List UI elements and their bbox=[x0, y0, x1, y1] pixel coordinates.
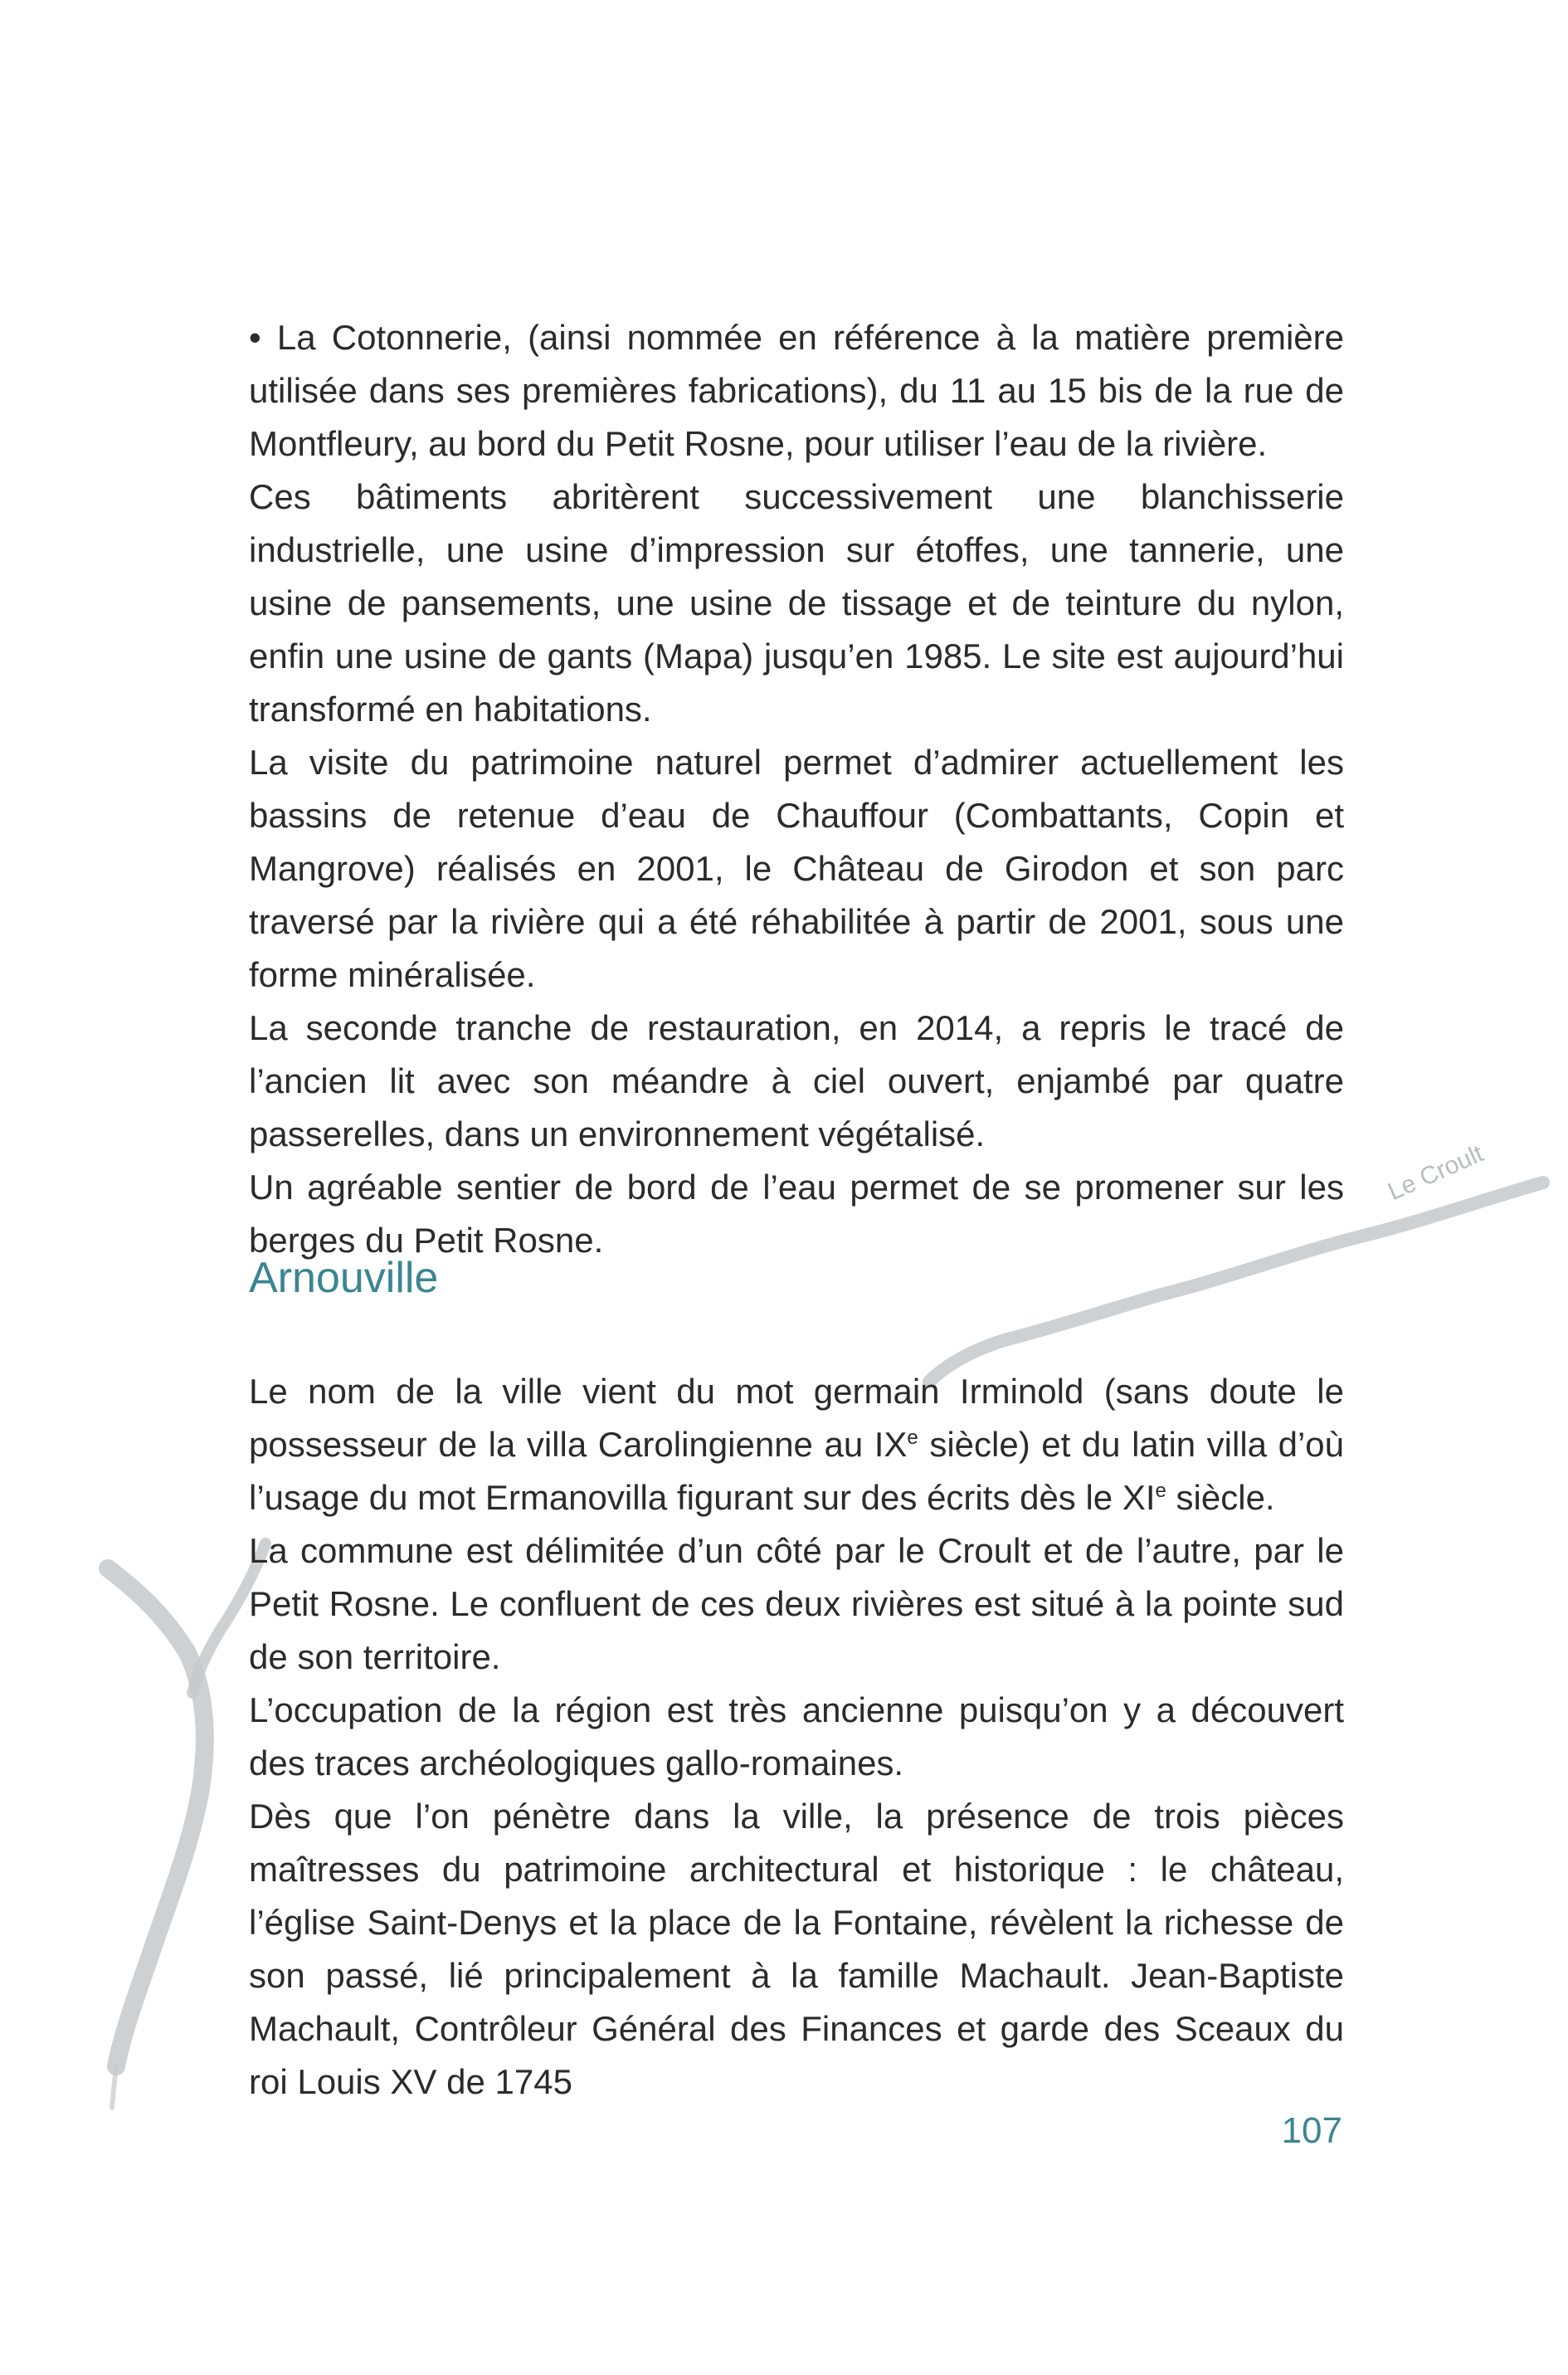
river-label: Le Croult bbox=[1384, 1139, 1488, 1207]
paragraph-patrimoine-naturel: La visite du patrimoine naturel permet d’admirer actuellement les bassins de retenue d’eau de Chauffour (Combattants, Copin et Mangrove) réalisés en 2001, le Château de Girodon et son parc traversé par la rivière qui a été réhabilitée à partir de 2001, sous une forme minéralisée. bbox=[249, 743, 1344, 994]
paragraph-occupation: L’occupation de la région est très ancienne puisqu’on y a découvert des traces archéologiques gallo-romaines. bbox=[249, 1690, 1344, 1782]
origin-text-part3: siècle. bbox=[1166, 1478, 1275, 1517]
bottom-text-block bbox=[249, 1365, 1344, 2109]
paragraph-restauration: La seconde tranche de restauration, en 2014, a repris le tracé de l’ancien lit avec son méandre à ciel ouvert, enjambé par quatre passerelles, dans un environnement végétalisé. bbox=[249, 1008, 1344, 1153]
superscript-e: e bbox=[907, 1426, 918, 1449]
top-text-block bbox=[249, 311, 1344, 1267]
paragraph-patrimoine-architectural: Dès que l’on pénètre dans la ville, la présence de trois pièces maîtresses du patrimoine architectural et historique : le château, l’église Saint-Denys et la place de la Fontaine, révèlent la richesse de son passé, lié principalement à la famille Machault. Jean-Baptiste Machault, Contrôleur Général des Finances et garde des Sceaux du roi Louis XV de 1745 bbox=[249, 1797, 1344, 2101]
paragraph-commune: La commune est délimitée d’un côté par le Croult et de l’autre, par le Petit Rosne. Le confluent de ces deux rivières est situé à la pointe sud de son territoire. bbox=[249, 1531, 1344, 1676]
origin-text-part2: siècle) et du latin villa d’où l’usage du mot Ermanovilla figurant sur des écrits dès le XI bbox=[249, 1425, 1344, 1517]
petit-rosne-river-line bbox=[108, 1568, 205, 2066]
superscript-e: e bbox=[1155, 1480, 1166, 1502]
page-number: 107 bbox=[1281, 2110, 1342, 2151]
origin-text-part1: Le nom de la ville vient du mot germain Irminold (sans doute le possesseur de la villa Carolingienne au IX bbox=[249, 1372, 1344, 1464]
paragraph-batiments: Ces bâtiments abritèrent successivement une blanchisserie industrielle, une usine d’impression sur étoffes, une tannerie, une usine de pansements, une usine de tissage et de teinture du nylon, enfin une usine de gants (Mapa) jusqu’en 1985. Le site est aujourd’hui transformé en habitations. bbox=[249, 477, 1344, 729]
paragraph-origine-nom bbox=[249, 1365, 1344, 1524]
paragraph-sentier: Un agréable sentier de bord de l’eau permet de se promener sur les berges du Petit Rosne. bbox=[249, 1168, 1344, 1260]
paragraph-cotonnerie: • La Cotonnerie, (ainsi nommée en référence à la matière première utilisée dans ses premières fabrications), du 11 au 15 bis de la rue de Montfleury, au bord du Petit Rosne, pour utiliser l’eau de la rivière. bbox=[249, 318, 1344, 463]
river-tail-line bbox=[112, 2066, 116, 2108]
section-heading: Arnouville bbox=[249, 1254, 439, 1302]
